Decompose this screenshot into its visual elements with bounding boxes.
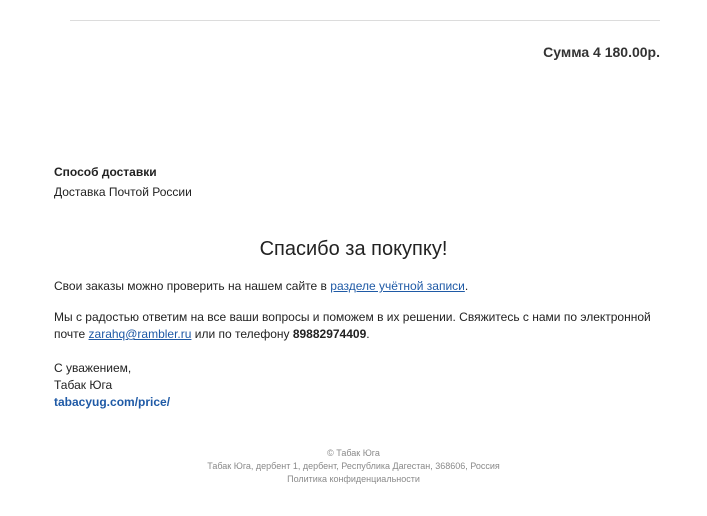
contact-paragraph [54,309,659,343]
order-check-paragraph [54,278,659,295]
contact-text-end: . [366,327,370,341]
contact-text-phone: или по телефону [191,327,293,341]
signature-shop-name: Табак Юга [54,378,113,392]
email-footer [0,447,707,486]
delivery-section [54,162,192,202]
signature-regards: С уважением, [54,361,132,375]
delivery-method-label: Способ доставки [54,165,157,179]
phone-number: 89882974409 [292,327,367,341]
order-total: Сумма 4 180.00р. [543,44,660,60]
website-link[interactable]: tabacyug.com/price/ [54,395,171,409]
contact-text: Мы с радостью ответим на все ваши вопросы и поможем в их решении. Свяжитесь с нами по электронной почте [54,310,651,341]
order-check-text: Свои заказы можно проверить на нашем сайте в [54,279,331,293]
delivery-method-value: Доставка Почтой России [54,185,192,199]
order-check-text-end: . [464,279,469,293]
footer-privacy-link[interactable]: Политика конфиденциальности [287,474,420,484]
thank-you-heading: Спасибо за покупку! [259,238,448,260]
account-section-link[interactable]: разделе учётной записи [330,279,465,293]
footer-copyright: © Табак Юга [327,448,380,458]
email-link[interactable]: zarahq@rambler.ru [88,327,192,341]
footer-address: Табак Юга, дербент 1, дербент, Республика Дагестан, 368606, Россия [207,461,500,471]
signature-block [54,360,659,411]
top-divider [70,20,660,21]
